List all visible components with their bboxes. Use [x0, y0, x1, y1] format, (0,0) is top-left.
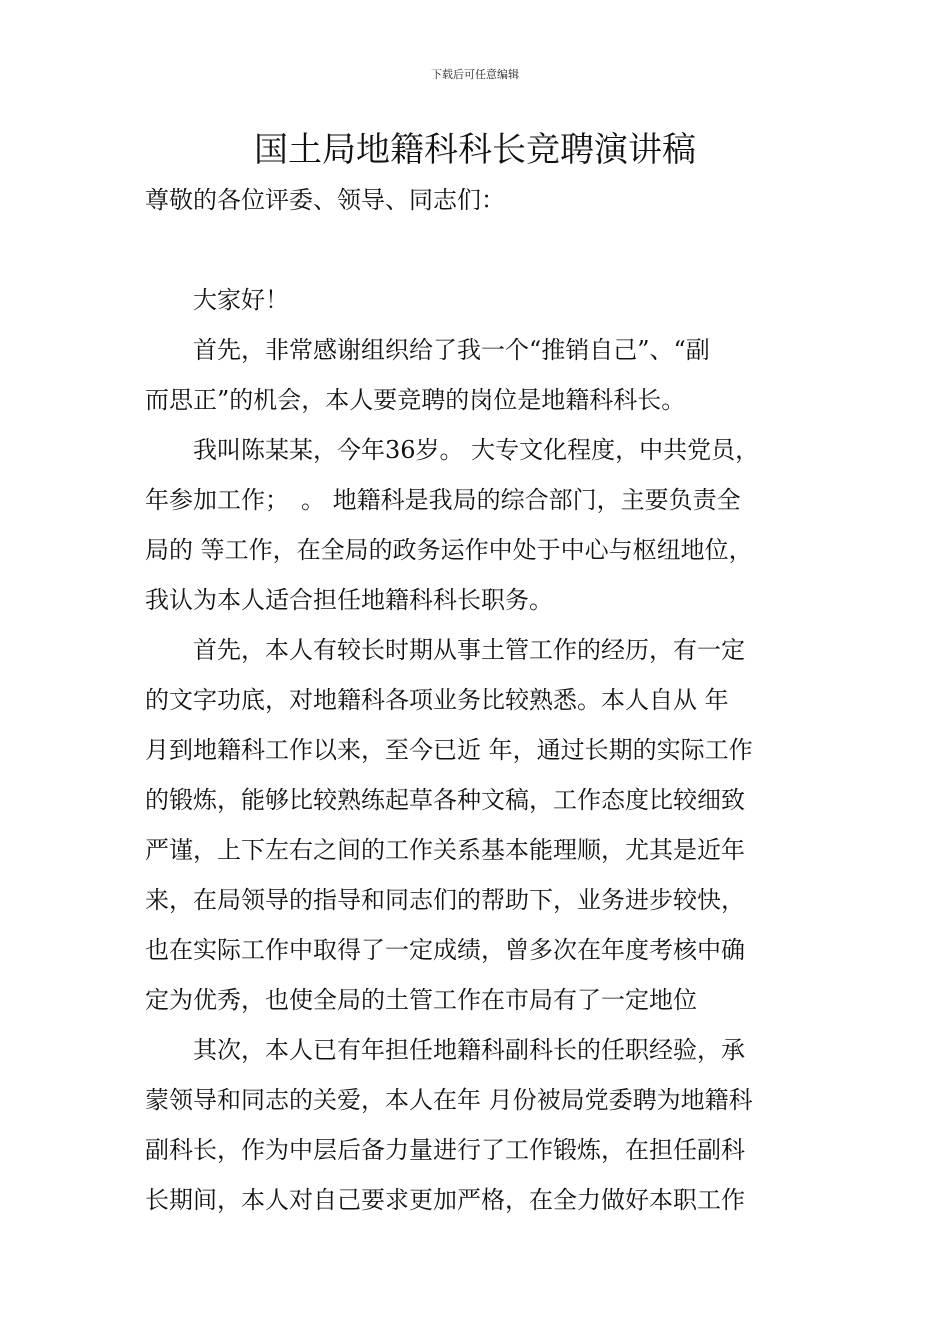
body-line: 定为优秀，也使全局的土管工作在市局有了一定地位 [145, 986, 697, 1014]
body-line: 首先，本人有较长时期从事土管工作的经历，有一定 [145, 636, 745, 664]
body-line: 我叫陈某某，今年36岁。 大专文化程度，中共党员， [145, 436, 760, 464]
body-line: 严谨，上下左右之间的工作关系基本能理顺，尤其是近年 [145, 836, 745, 864]
body-line: 来，在局领导的指导和同志们的帮助下，业务进步较快， [145, 886, 745, 914]
body-line: 我认为本人适合担任地籍科科长职务。 [145, 586, 553, 614]
body-line: 月到地籍科工作以来，至今已近 年，通过长期的实际工作 [145, 736, 753, 764]
body-line: 首先，非常感谢组织给了我一个“推销自己”、“副 [145, 336, 710, 364]
body-line: 局的 等工作，在全局的政务运作中处于中心与枢纽地位， [145, 536, 753, 564]
salutation [145, 175, 810, 225]
body-line: 的锻炼，能够比较熟练起草各种文稿，工作态度比较细致 [145, 786, 745, 814]
body-line: 年参加工作； 。 地籍科是我局的综合部门，主要负责全 [145, 486, 741, 514]
body-line: 也在实际工作中取得了一定成绩，曾多次在年度考核中确 [145, 936, 745, 964]
header-note: 下载后可任意编辑 [431, 68, 519, 81]
body-line: 的文字功底，对地籍科各项业务比较熟悉。本人自从 年 [145, 686, 729, 714]
body-line: 副科长，作为中层后备力量进行了工作锻炼，在担任副科 [145, 1136, 745, 1164]
document-title: 国土局地籍科科长竞聘演讲稿 [254, 130, 696, 170]
body-line: 蒙领导和同志的关爱，本人在年 月份被局党委聘为地籍科 [145, 1086, 753, 1114]
document-body [145, 275, 810, 1225]
body-line: 大家好！ [145, 286, 289, 314]
body-line: 长期间，本人对自己要求更加严格，在全力做好本职工作 [145, 1186, 745, 1214]
body-line: 其次，本人已有年担任地籍科副科长的任职经验，承 [145, 1036, 745, 1064]
salutation-line: 尊敬的各位评委、领导、同志们： [145, 186, 505, 214]
body-line: 而思正”的机会，本人要竞聘的岗位是地籍科科长。 [145, 386, 686, 414]
